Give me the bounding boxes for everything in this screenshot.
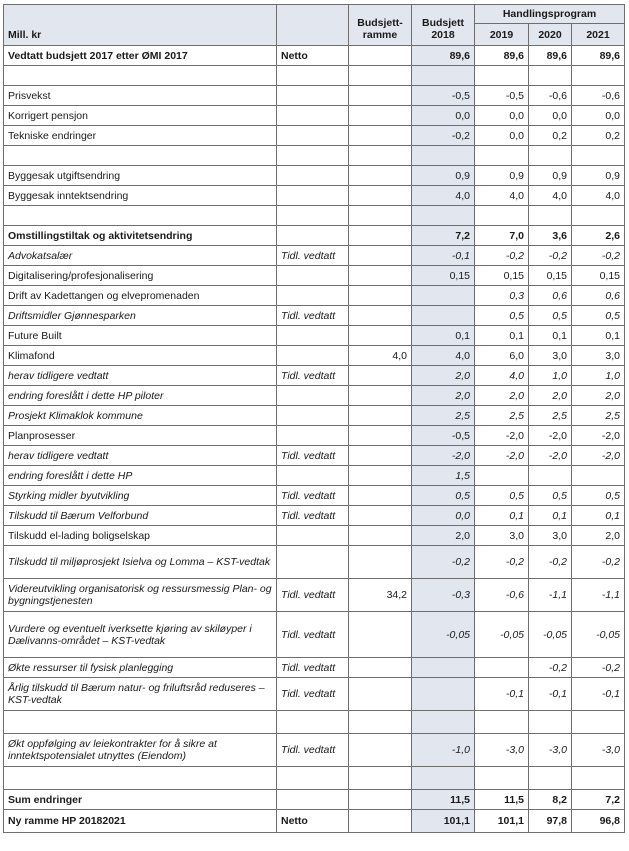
- row-frame: [349, 446, 412, 466]
- row-budget-2018: -2,0: [412, 446, 475, 466]
- row-frame: [349, 126, 412, 146]
- row-budget-2018: 89,6: [412, 46, 475, 66]
- row-frame: [349, 406, 412, 426]
- row-2019: 3,0: [475, 526, 529, 546]
- row-2021: -0,05: [572, 612, 625, 658]
- row-note: Tidl. vedtatt: [277, 612, 349, 658]
- row-2021: 2,0: [572, 386, 625, 406]
- row-frame: [349, 612, 412, 658]
- row-budget-2018: 0,9: [412, 166, 475, 186]
- row-2020: 97,8: [529, 810, 572, 833]
- row-2019: -0,5: [475, 86, 529, 106]
- row-budget-2018: 2,0: [412, 526, 475, 546]
- row-2020: 89,6: [529, 46, 572, 66]
- table-row: [4, 66, 625, 86]
- row-2019: 4,0: [475, 366, 529, 386]
- row-note: [277, 146, 349, 166]
- table-row: [4, 546, 625, 579]
- row-2020: -3,0: [529, 734, 572, 767]
- row-note: Tidl. vedtatt: [277, 579, 349, 612]
- row-budget-2018: 0,0: [412, 106, 475, 126]
- table-row: [4, 506, 625, 526]
- row-budget-2018: 1,5: [412, 466, 475, 486]
- row-frame: [349, 546, 412, 579]
- row-note: Tidl. vedtatt: [277, 678, 349, 711]
- row-budget-2018: -0,5: [412, 426, 475, 446]
- row-label: [4, 66, 277, 86]
- row-2020: 2,0: [529, 386, 572, 406]
- row-note: [277, 206, 349, 226]
- row-note: [277, 466, 349, 486]
- row-2021: 0,5: [572, 486, 625, 506]
- row-2020: 4,0: [529, 186, 572, 206]
- row-2019: 89,6: [475, 46, 529, 66]
- row-2021: -2,0: [572, 446, 625, 466]
- row-2019: [475, 767, 529, 790]
- row-note: Tidl. vedtatt: [277, 658, 349, 678]
- row-2021: 2,6: [572, 226, 625, 246]
- row-label: Vedtatt budsjett 2017 etter ØMI 2017: [4, 46, 277, 66]
- row-frame: [349, 678, 412, 711]
- row-2019: 0,1: [475, 506, 529, 526]
- row-frame: [349, 226, 412, 246]
- row-label: Tekniske endringer: [4, 126, 277, 146]
- row-2019: 0,9: [475, 166, 529, 186]
- row-label: Ny ramme HP 20182021: [4, 810, 277, 833]
- row-2020: [529, 66, 572, 86]
- row-note: [277, 286, 349, 306]
- row-note: [277, 86, 349, 106]
- row-budget-2018: 0,0: [412, 506, 475, 526]
- row-budget-2018: -0,5: [412, 86, 475, 106]
- row-frame: [349, 186, 412, 206]
- row-2020: [529, 206, 572, 226]
- row-note: [277, 166, 349, 186]
- row-2020: 3,6: [529, 226, 572, 246]
- row-budget-2018: [412, 658, 475, 678]
- row-2020: 8,2: [529, 790, 572, 810]
- row-label: Omstillingstiltak og aktivitetsendring: [4, 226, 277, 246]
- row-2020: -0,2: [529, 246, 572, 266]
- row-note: [277, 406, 349, 426]
- row-2019: 0,3: [475, 286, 529, 306]
- row-2021: 0,6: [572, 286, 625, 306]
- row-budget-2018: 4,0: [412, 186, 475, 206]
- row-2021: 3,0: [572, 346, 625, 366]
- row-2020: -0,1: [529, 678, 572, 711]
- row-2020: 0,0: [529, 106, 572, 126]
- row-2020: [529, 767, 572, 790]
- row-2021: 0,1: [572, 506, 625, 526]
- row-note: Tidl. vedtatt: [277, 246, 349, 266]
- row-note: [277, 790, 349, 810]
- row-2019: 101,1: [475, 810, 529, 833]
- row-budget-2018: -1,0: [412, 734, 475, 767]
- row-2021: 4,0: [572, 186, 625, 206]
- table-row: [4, 386, 625, 406]
- row-frame: [349, 146, 412, 166]
- row-budget-2018: -0,3: [412, 579, 475, 612]
- table-row: [4, 326, 625, 346]
- row-note: Tidl. vedtatt: [277, 306, 349, 326]
- row-2019: 4,0: [475, 186, 529, 206]
- table-row: [4, 406, 625, 426]
- note-header: [277, 5, 349, 46]
- row-frame: [349, 246, 412, 266]
- row-budget-2018: -0,2: [412, 126, 475, 146]
- row-label: Tilskudd til Bærum Velforbund: [4, 506, 277, 526]
- row-frame: [349, 106, 412, 126]
- row-frame: [349, 767, 412, 790]
- row-budget-2018: -0,1: [412, 246, 475, 266]
- row-budget-2018: [412, 306, 475, 326]
- table-row: [4, 186, 625, 206]
- table-row: [4, 146, 625, 166]
- row-2019: [475, 66, 529, 86]
- table-row: [4, 126, 625, 146]
- year-2019-header: 2019: [475, 24, 529, 46]
- table-row: [4, 86, 625, 106]
- row-2019: 2,0: [475, 386, 529, 406]
- year-2020-header: 2020: [529, 24, 572, 46]
- row-budget-2018: [412, 206, 475, 226]
- table-row: [4, 366, 625, 386]
- row-note: [277, 326, 349, 346]
- row-2021: 89,6: [572, 46, 625, 66]
- table-row: [4, 767, 625, 790]
- row-frame: [349, 366, 412, 386]
- row-budget-2018: -0,05: [412, 612, 475, 658]
- row-note: Netto: [277, 810, 349, 833]
- row-2020: [529, 711, 572, 734]
- row-2021: 2,0: [572, 526, 625, 546]
- row-2021: -1,1: [572, 579, 625, 612]
- row-note: [277, 767, 349, 790]
- row-frame: [349, 426, 412, 446]
- budget-table: [3, 4, 625, 833]
- table-row: [4, 446, 625, 466]
- row-2021: 1,0: [572, 366, 625, 386]
- row-label: Videreutvikling organisatorisk og ressursmessig Plan- og bygningstjenesten: [4, 579, 277, 612]
- row-label: Prosjekt Klimaklok kommune: [4, 406, 277, 426]
- table-row: [4, 106, 625, 126]
- year-2021-header: 2021: [572, 24, 625, 46]
- row-2020: 0,1: [529, 506, 572, 526]
- row-2021: [572, 206, 625, 226]
- row-label: Styrking midler byutvikling: [4, 486, 277, 506]
- row-2019: [475, 711, 529, 734]
- unit-header: Mill. kr: [4, 5, 277, 46]
- table-row: [4, 46, 625, 66]
- row-2019: -2,0: [475, 446, 529, 466]
- row-label: herav tidligere vedtatt: [4, 366, 277, 386]
- row-budget-2018: [412, 767, 475, 790]
- row-2021: [572, 466, 625, 486]
- row-2021: 0,15: [572, 266, 625, 286]
- row-label: Prisvekst: [4, 86, 277, 106]
- row-2020: 0,6: [529, 286, 572, 306]
- row-2020: 1,0: [529, 366, 572, 386]
- row-frame: 4,0: [349, 346, 412, 366]
- row-frame: [349, 466, 412, 486]
- row-2019: 11,5: [475, 790, 529, 810]
- table-row: [4, 226, 625, 246]
- row-note: Tidl. vedtatt: [277, 446, 349, 466]
- row-2020: 3,0: [529, 346, 572, 366]
- row-frame: [349, 790, 412, 810]
- budget-2018-header: Budsjett 2018: [412, 5, 475, 46]
- row-label: Tilskudd til miljøprosjekt Isielva og Lomma – KST-vedtak: [4, 546, 277, 579]
- table-row: [4, 306, 625, 326]
- table-row: [4, 266, 625, 286]
- row-label: Sum endringer: [4, 790, 277, 810]
- row-2021: 7,2: [572, 790, 625, 810]
- row-frame: [349, 386, 412, 406]
- row-frame: [349, 286, 412, 306]
- row-2019: 0,1: [475, 326, 529, 346]
- row-label: Korrigert pensjon: [4, 106, 277, 126]
- row-note: Tidl. vedtatt: [277, 506, 349, 526]
- row-note: Tidl. vedtatt: [277, 366, 349, 386]
- row-label: herav tidligere vedtatt: [4, 446, 277, 466]
- row-2021: -0,6: [572, 86, 625, 106]
- row-label: Future Built: [4, 326, 277, 346]
- row-2020: -0,2: [529, 658, 572, 678]
- table-row: [4, 612, 625, 658]
- row-2021: 0,2: [572, 126, 625, 146]
- row-2020: [529, 146, 572, 166]
- row-label: Planprosesser: [4, 426, 277, 446]
- row-label: Vurdere og eventuelt iverksette kjøring av skiløyper i Dælivanns-området – KST-vedtak: [4, 612, 277, 658]
- table-row: [4, 734, 625, 767]
- row-2020: -1,1: [529, 579, 572, 612]
- row-label: Advokatsalær: [4, 246, 277, 266]
- row-budget-2018: 2,0: [412, 386, 475, 406]
- row-2019: 2,5: [475, 406, 529, 426]
- table-row: [4, 579, 625, 612]
- row-label: Digitalisering/profesjonalisering: [4, 266, 277, 286]
- row-label: endring foreslått i dette HP: [4, 466, 277, 486]
- row-note: Tidl. vedtatt: [277, 734, 349, 767]
- row-label: Byggesak inntektsendring: [4, 186, 277, 206]
- table-row: [4, 166, 625, 186]
- row-2020: [529, 466, 572, 486]
- row-label: Driftsmidler Gjønnesparken: [4, 306, 277, 326]
- row-2019: 7,0: [475, 226, 529, 246]
- row-2019: [475, 146, 529, 166]
- table-row: [4, 711, 625, 734]
- row-budget-2018: [412, 711, 475, 734]
- row-2019: -0,6: [475, 579, 529, 612]
- row-frame: 34,2: [349, 579, 412, 612]
- row-label: Drift av Kadettangen og elvepromenaden: [4, 286, 277, 306]
- row-2021: -0,2: [572, 546, 625, 579]
- row-label: Økt oppfølging av leiekontrakter for å sikre at inntektspotensialet utnyttes (Eiendom): [4, 734, 277, 767]
- row-2020: -2,0: [529, 426, 572, 446]
- row-note: [277, 226, 349, 246]
- row-2019: -0,2: [475, 246, 529, 266]
- program-header: Handlingsprogram: [475, 5, 625, 24]
- row-frame: [349, 486, 412, 506]
- row-budget-2018: 11,5: [412, 790, 475, 810]
- row-note: [277, 106, 349, 126]
- row-2020: 0,9: [529, 166, 572, 186]
- row-2019: 0,0: [475, 106, 529, 126]
- table-row: [4, 466, 625, 486]
- row-2021: 0,9: [572, 166, 625, 186]
- row-frame: [349, 46, 412, 66]
- row-budget-2018: 7,2: [412, 226, 475, 246]
- row-2020: 0,5: [529, 306, 572, 326]
- row-note: [277, 711, 349, 734]
- row-frame: [349, 506, 412, 526]
- row-budget-2018: 0,5: [412, 486, 475, 506]
- row-frame: [349, 166, 412, 186]
- table-row: [4, 426, 625, 446]
- row-note: [277, 126, 349, 146]
- row-budget-2018: 2,5: [412, 406, 475, 426]
- row-2021: -2,0: [572, 426, 625, 446]
- row-budget-2018: 4,0: [412, 346, 475, 366]
- row-budget-2018: 0,1: [412, 326, 475, 346]
- row-2019: -2,0: [475, 426, 529, 446]
- row-2020: -0,05: [529, 612, 572, 658]
- row-label: Økte ressurser til fysisk planlegging: [4, 658, 277, 678]
- row-note: [277, 186, 349, 206]
- row-frame: [349, 810, 412, 833]
- row-frame: [349, 266, 412, 286]
- row-2021: [572, 711, 625, 734]
- row-note: [277, 346, 349, 366]
- row-2021: -3,0: [572, 734, 625, 767]
- row-budget-2018: 0,15: [412, 266, 475, 286]
- row-label: [4, 206, 277, 226]
- table-row: [4, 246, 625, 266]
- table-row: [4, 526, 625, 546]
- row-2019: 0,5: [475, 486, 529, 506]
- row-budget-2018: [412, 678, 475, 711]
- row-2019: -0,1: [475, 678, 529, 711]
- row-frame: [349, 86, 412, 106]
- row-frame: [349, 306, 412, 326]
- row-label: endring foreslått i dette HP piloter: [4, 386, 277, 406]
- row-2020: -0,2: [529, 546, 572, 579]
- row-label: [4, 146, 277, 166]
- table-row: [4, 346, 625, 366]
- row-budget-2018: [412, 286, 475, 306]
- table-row: [4, 678, 625, 711]
- row-2019: -0,2: [475, 546, 529, 579]
- table-row: [4, 810, 625, 833]
- row-2020: 0,2: [529, 126, 572, 146]
- row-budget-2018: 2,0: [412, 366, 475, 386]
- row-note: [277, 546, 349, 579]
- row-frame: [349, 326, 412, 346]
- row-frame: [349, 526, 412, 546]
- row-note: [277, 266, 349, 286]
- row-label: Klimafond: [4, 346, 277, 366]
- row-note: [277, 386, 349, 406]
- row-2021: 0,5: [572, 306, 625, 326]
- table-row: [4, 206, 625, 226]
- row-2021: -0,2: [572, 658, 625, 678]
- row-budget-2018: [412, 66, 475, 86]
- row-2019: 0,15: [475, 266, 529, 286]
- row-2021: 2,5: [572, 406, 625, 426]
- row-2020: 0,1: [529, 326, 572, 346]
- table-row: [4, 790, 625, 810]
- row-2021: -0,1: [572, 678, 625, 711]
- row-frame: [349, 711, 412, 734]
- table-row: [4, 658, 625, 678]
- row-label: Årlig tilskudd til Bærum natur- og friluftsråd reduseres – KST-vedtak: [4, 678, 277, 711]
- row-budget-2018: [412, 146, 475, 166]
- row-2021: 0,0: [572, 106, 625, 126]
- row-note: [277, 526, 349, 546]
- table-row: [4, 486, 625, 506]
- row-2019: [475, 206, 529, 226]
- row-2020: 3,0: [529, 526, 572, 546]
- row-label: Byggesak utgiftsendring: [4, 166, 277, 186]
- row-2021: [572, 146, 625, 166]
- row-2021: 96,8: [572, 810, 625, 833]
- row-2020: 0,5: [529, 486, 572, 506]
- row-2019: [475, 658, 529, 678]
- row-2020: 0,15: [529, 266, 572, 286]
- row-note: [277, 66, 349, 86]
- row-2019: -3,0: [475, 734, 529, 767]
- row-label: [4, 767, 277, 790]
- row-label: Tilskudd el-lading boligselskap: [4, 526, 277, 546]
- row-budget-2018: -0,2: [412, 546, 475, 579]
- row-2021: [572, 767, 625, 790]
- row-frame: [349, 658, 412, 678]
- row-2019: 0,5: [475, 306, 529, 326]
- row-note: Tidl. vedtatt: [277, 486, 349, 506]
- row-2020: 2,5: [529, 406, 572, 426]
- row-frame: [349, 66, 412, 86]
- row-budget-2018: 101,1: [412, 810, 475, 833]
- row-label: [4, 711, 277, 734]
- row-frame: [349, 734, 412, 767]
- row-2020: -0,6: [529, 86, 572, 106]
- row-frame: [349, 206, 412, 226]
- row-2021: -0,2: [572, 246, 625, 266]
- row-2021: 0,1: [572, 326, 625, 346]
- row-2019: -0,05: [475, 612, 529, 658]
- frame-header: Budsjett-ramme: [349, 5, 412, 46]
- row-2019: 0,0: [475, 126, 529, 146]
- row-2019: [475, 466, 529, 486]
- row-2019: 6,0: [475, 346, 529, 366]
- table-row: [4, 286, 625, 306]
- row-note: Netto: [277, 46, 349, 66]
- row-note: [277, 426, 349, 446]
- row-2020: -2,0: [529, 446, 572, 466]
- row-2021: [572, 66, 625, 86]
